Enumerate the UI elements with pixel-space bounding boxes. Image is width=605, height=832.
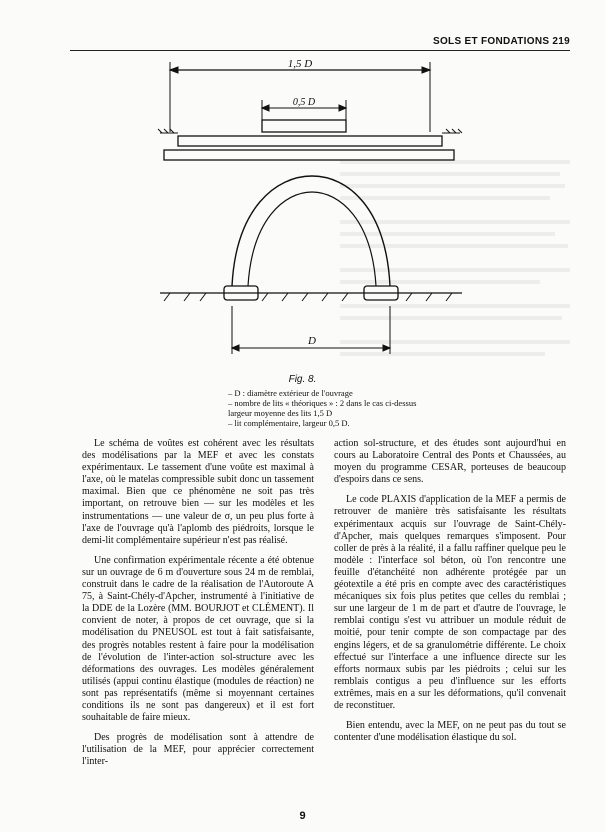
legend-item: – D : diamètre extérieur de l'ouvrage <box>228 388 353 398</box>
page-number: 9 <box>299 810 306 822</box>
paragraph: Une confirmation expérimentale récente a été obtenue sur un ouvrage de 6 m d'ouverture sous 24 m de remblai, construit dans le cadre de la réalisation de l'Autoroute A 75, à Saint-Chély-d'Apcher, instrumenté à l'initiative de la DDE de la Lozère (MM. BOURJOT et CLÉMENT). Il convient de noter, à propos de cet ouvrage, que si la modélisation du PNEUSOL est tout à fait satisfaisante, des progrès notables restent à faire pour la modélisation de l'évolution de l'inter-action sol-structure avec les déformations des ouvrages. Les modèles généralement utilisés (appui continu élastique (modules de réaction) ne sont pas représentatifs (même si moyennant certaines conditions ils ne sont pas dangereux) et il est fort souhaitable de faire mieux. <box>82 554 314 724</box>
running-header <box>70 36 570 51</box>
figure-legend <box>228 388 548 428</box>
dimension-label-opening: D <box>308 335 316 347</box>
right-text-column <box>334 438 566 752</box>
left-text-column <box>82 438 314 776</box>
paragraph: action sol-structure, et des études sont aujourd'hui en cours au Laboratoire Central des Ponts et Chaussées, au moyen du programme CESAR, porteuses de beaucoup d'espoirs dans ce sens. <box>334 438 566 486</box>
complementary-layer <box>262 120 346 132</box>
dimension-label-inner: 0,5 D <box>292 97 316 108</box>
paragraph: Bien entendu, avec la MEF, on ne peut pas du tout se contenter d'une modélisation élastique du sol. <box>334 720 566 744</box>
paragraph: Le code PLAXIS d'application de la MEF a permis de retrouver de manière très satisfaisante les résultats expérimentaux acquis sur l'ouvrage de Saint-Chély-d'Apcher, mais quelques remarques s'imposent. Pour coller de près à la réalité, il a fallu raffiner quelque peu le modèle : l'interface sol béton, où l'on rencontre une feuille d'étanchéité non adhérente protégée par un géotextile a été pris en compte avec des caractéristiques mécaniques six fois plus petites que celles du remblai ; sur une largeur de 1 m de part et d'autre de l'ouvrage, le remblai contigu s'est vu attribuer un module réduit de moitié, pour tenir compte de son compactage par des engins légers, et de sa granulométrie différente. Le choix effectué sur l'interface a une influence directe sur les efforts normaux subis par les piédroits ; celui sur les remblais contigus a peu d'influence sur les efforts extrêmes, mais en a sur les déformations, qu'il convenait de reconstituer. <box>334 494 566 711</box>
culvert-cross-section-figure <box>150 58 470 378</box>
layer-lower <box>164 150 454 160</box>
paragraph: Le schéma de voûtes est cohérent avec les résultats des modélisations par la MEF et avec les constats expérimentaux. Le tassement d'une voûte est maximal à l'axe, où le matelas compressible subit donc un tassement maximal. Bien que ce phénomène ne soit pas très important, on retrouve bien — sur les modèles et les instrumentations — une valeur de σ, un peu plus forte à l'axe de l'ouvrage qu'à l'aplomb des piédroits, lorsque le demi-lit complémentaire supérieur n'est pas réalisé. <box>82 438 314 546</box>
legend-item: – nombre de lits « théoriques » : 2 dans le cas ci-dessus <box>228 398 417 408</box>
layer-upper <box>178 136 442 146</box>
running-title: SOLS ET FONDATIONS 219 <box>433 36 570 47</box>
dimension-label-outer: 1,5 D <box>287 58 313 70</box>
legend-item: largeur moyenne des lits 1,5 D <box>228 408 333 418</box>
legend-item: – lit complémentaire, largeur 0,5 D. <box>228 418 350 428</box>
paragraph: Des progrès de modélisation sont à attendre de l'utilisation de la MEF, pour apprécier correctement l'inter- <box>82 732 314 768</box>
figure-caption: Fig. 8. <box>288 374 317 385</box>
